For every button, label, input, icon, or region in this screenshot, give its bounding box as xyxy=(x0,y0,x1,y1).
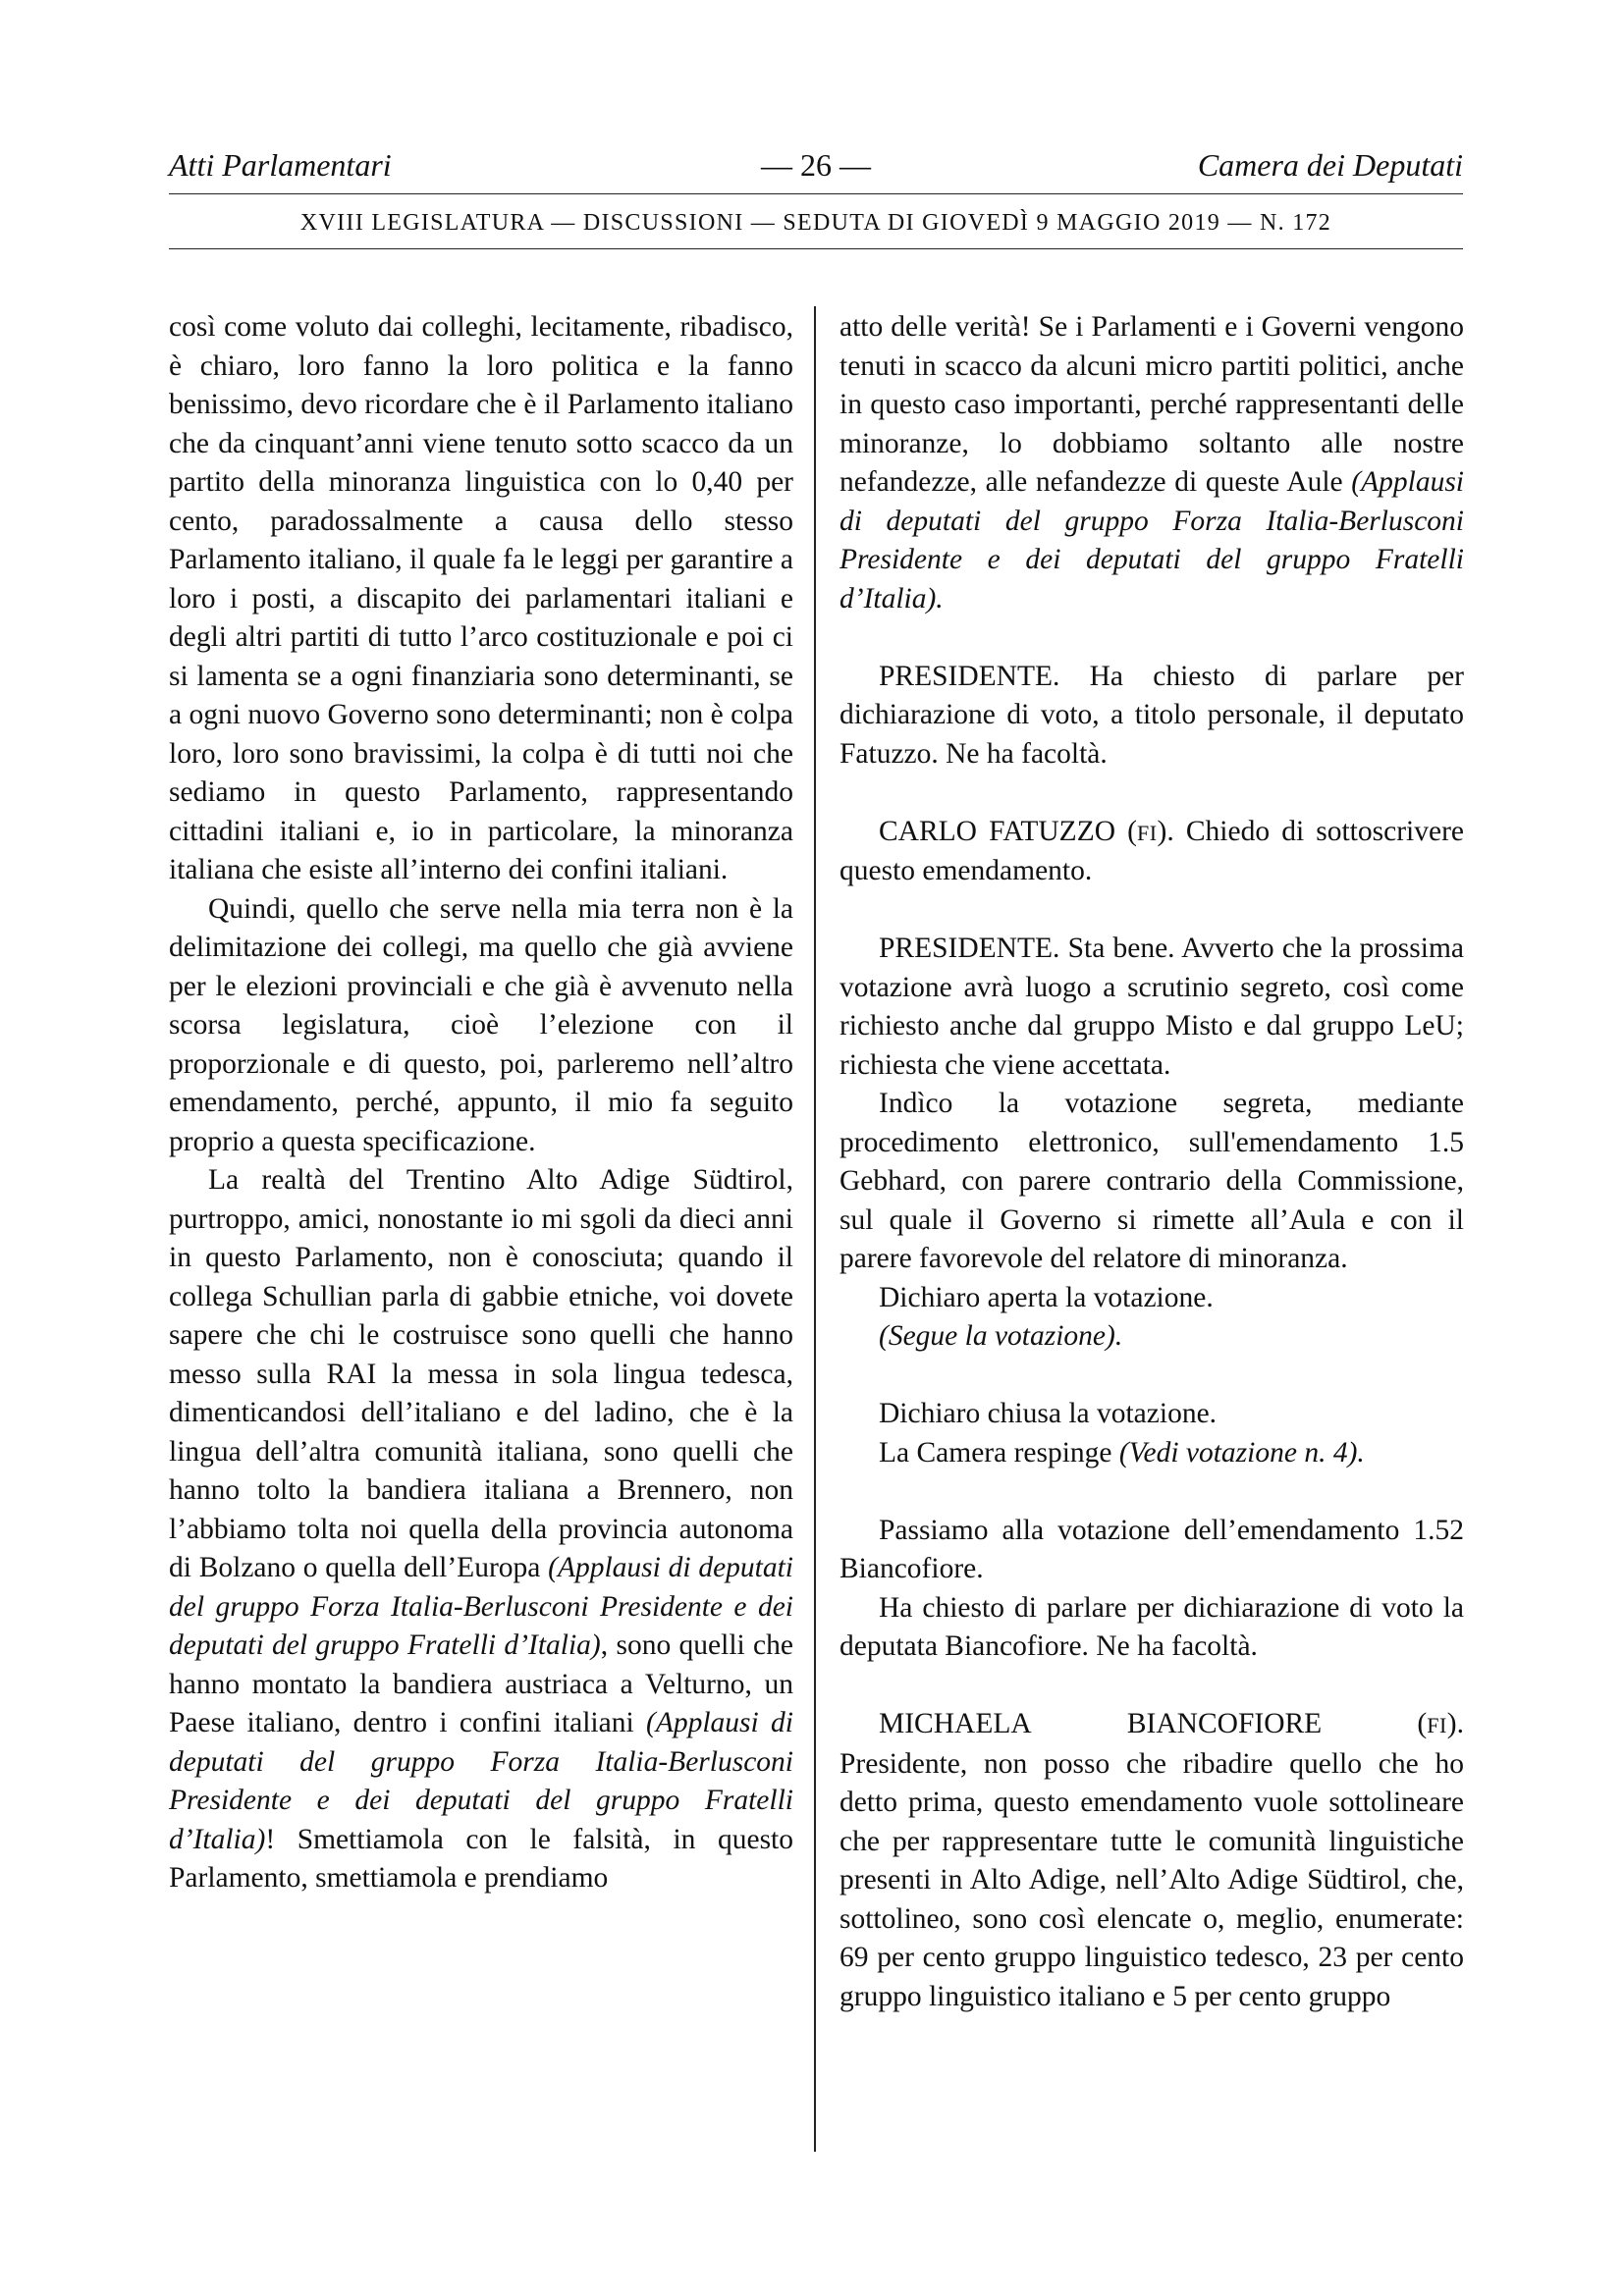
paragraph: Passiamo alla votazione dell’emendamento 1.52 Biancofiore. xyxy=(839,1514,1464,1584)
applause-note: (Applausi di deputati del gruppo Forza Italia-Berlusconi Presidente e dei deputati del gruppo Fratelli d’Italia) xyxy=(169,1552,794,1661)
vote-reference: (Vedi votazione n. 4). xyxy=(1118,1436,1365,1468)
header-rule-top xyxy=(169,193,1463,194)
header-left: Atti Parlamentari xyxy=(169,147,392,183)
paragraph: atto delle verità! Se i Parlamenti e i Governi vengono tenuti in scacco da alcuni micro partiti politici, anche in questo caso importanti, perché rappresentanti delle minoranze, lo dobbiamo soltanto alle nostre nefandezze, alle nefandezze di queste Aule (Applausi di deputati del gruppo Forza Italia-Berlusconi Presidente e dei deputati del gruppo Fratelli d’Italia). xyxy=(839,311,1464,614)
page-header xyxy=(169,147,1463,196)
session-subheader: XVIII LEGISLATURA — DISCUSSIONI — SEDUTA DI GIOVEDÌ 9 MAGGIO 2019 — N. 172 xyxy=(299,210,1332,236)
paragraph: Dichiaro aperta la votazione. xyxy=(879,1281,1214,1313)
paragraph: PRESIDENTE. Ha chiesto di parlare per dichiarazione di voto, a titolo personale, il deputato Fatuzzo. Ne ha facoltà. xyxy=(839,660,1464,770)
party-label: FI xyxy=(1427,1713,1447,1737)
paragraph: Ha chiesto di parlare per dichiarazione di voto la deputata Biancofiore. Ne ha facoltà. xyxy=(839,1591,1464,1662)
paragraph: Indìco la votazione segreta, mediante procedimento elettronico, sull'emendamento 1.5 Gebhard, con parere contrario della Commissione, sul quale il Governo si rimette all’Aula e con il parere favorevole del relatore di minoranza. xyxy=(839,1088,1464,1274)
speaker-name: MICHAELA xyxy=(879,1708,1032,1739)
stage-note: (Segue la votazione). xyxy=(879,1320,1123,1352)
speaker-line: MICHAELA BIANCOFIORE (FI). xyxy=(839,1705,1464,1745)
header-rule-bottom xyxy=(169,248,1463,249)
paragraph: PRESIDENTE. Sta bene. Avverto che la prossima votazione avrà luogo a scrutinio segreto, così come richiesto anche dal gruppo Misto e dal gruppo LeU; richiesta che viene accettata. xyxy=(839,933,1464,1081)
column-divider xyxy=(814,306,816,2152)
applause-note: (Applausi di deputati del gruppo Forza Italia-Berlusconi Presidente e dei deputati del gruppo Fratelli d’Italia) xyxy=(169,1707,793,1855)
paragraph: così come voluto dai colleghi, lecitamente, ribadisco, è chiaro, loro fanno la loro politica e la fanno benissimo, devo ricordare che è il Parlamento italiano che da cinquant’anni viene tenuto sotto scacco da un partito della minoranza linguistica con lo 0,40 per cento, paradossalmente a causa dello stesso Parlamento italiano, il quale fa le leggi per garantire a loro i posti, a discapito dei parlamentari italiani e degli altri partiti di tutto l’arco costituzionale e poi ci si lamenta se a ogni finanziaria sono determinanti, se a ogni nuovo Governo sono determinanti; non è colpa loro, loro sono bravissimi, la colpa è di tutti noi che sediamo in questo Parlamento, rappresentando cittadini italiani e, io in particolare, la minoranza italiana che esiste all’interno dei confini italiani. xyxy=(169,311,793,885)
header-right: Camera dei Deputati xyxy=(1197,147,1463,183)
right-column xyxy=(839,308,1464,2016)
paragraph: La realtà del Trentino Alto Adige Südtirol, purtroppo, amici, nonostante io mi sgoli da dieci anni in questo Parlamento, non è conosciuta; quando il collega Schullian parla di gabbie etniche, voi dovete sapere che chi le costruisce sono quelli che hanno messo sulla RAI la messa in sola lingua tedesca, dimenticandosi dell’italiano e del ladino, che è la lingua dell’altra comunità italiana, sono quelli che hanno tolto la bandiera italiana a Brennero, non l’abbiamo tolta noi quella della provincia autonoma di Bolzano o quella dell’Europa (Applausi di deputati del gruppo Forza Italia-Berlusconi Presidente e dei deputati del gruppo Fratelli d’Italia), sono quelli che hanno montato la bandiera austriaca a Velturno, un Paese italiano, dentro i confini italiani (Applausi di deputati del gruppo Forza Italia-Berlusconi Presidente e dei deputati del gruppo Fratelli d’Italia)! Smettiamola con le falsità, in questo Parlamento, smettiamola e prendiamo xyxy=(169,1164,794,1894)
paragraph: Quindi, quello che serve nella mia terra non è la delimitazione dei collegi, ma quello che già avviene per le elezioni provinciali e che già è avvenuto nella scorsa legislatura, cioè l’elezione con il proporzionale e di questo, poi, parleremo nell’altro emendamento, perché, appunto, il mio fa seguito proprio a questa specificazione. xyxy=(169,892,793,1157)
left-column xyxy=(169,308,793,1898)
speaker-paragraph: CARLO FATUZZO (FI). Chiedo di sottoscrivere questo emendamento. xyxy=(839,815,1464,886)
paragraph: Presidente, non posso che ribadire quello che ho detto prima, questo emendamento vuole sottolineare che per rappresentare tutte le comunità linguistiche presenti in Alto Adige, nell’Alto Adige Südtirol, che, sottolineo, sono così elencate o, meglio, enumerate: 69 per cento gruppo linguistico tedesco, 23 per cento gruppo linguistico italiano e 5 per cento gruppo xyxy=(839,1747,1464,2012)
speaker-name: BIANCOFIORE xyxy=(1126,1708,1323,1739)
party-label: FI xyxy=(1136,820,1158,845)
paragraph: La Camera respinge (Vedi votazione n. 4). xyxy=(879,1436,1365,1468)
applause-note: (Applausi di deputati del gruppo Forza Italia-Berlusconi Presidente e dei deputati del gruppo Fratelli d’Italia). xyxy=(839,466,1464,614)
paragraph: Dichiaro chiusa la votazione. xyxy=(879,1398,1218,1429)
page-number: — 26 — xyxy=(761,147,871,183)
